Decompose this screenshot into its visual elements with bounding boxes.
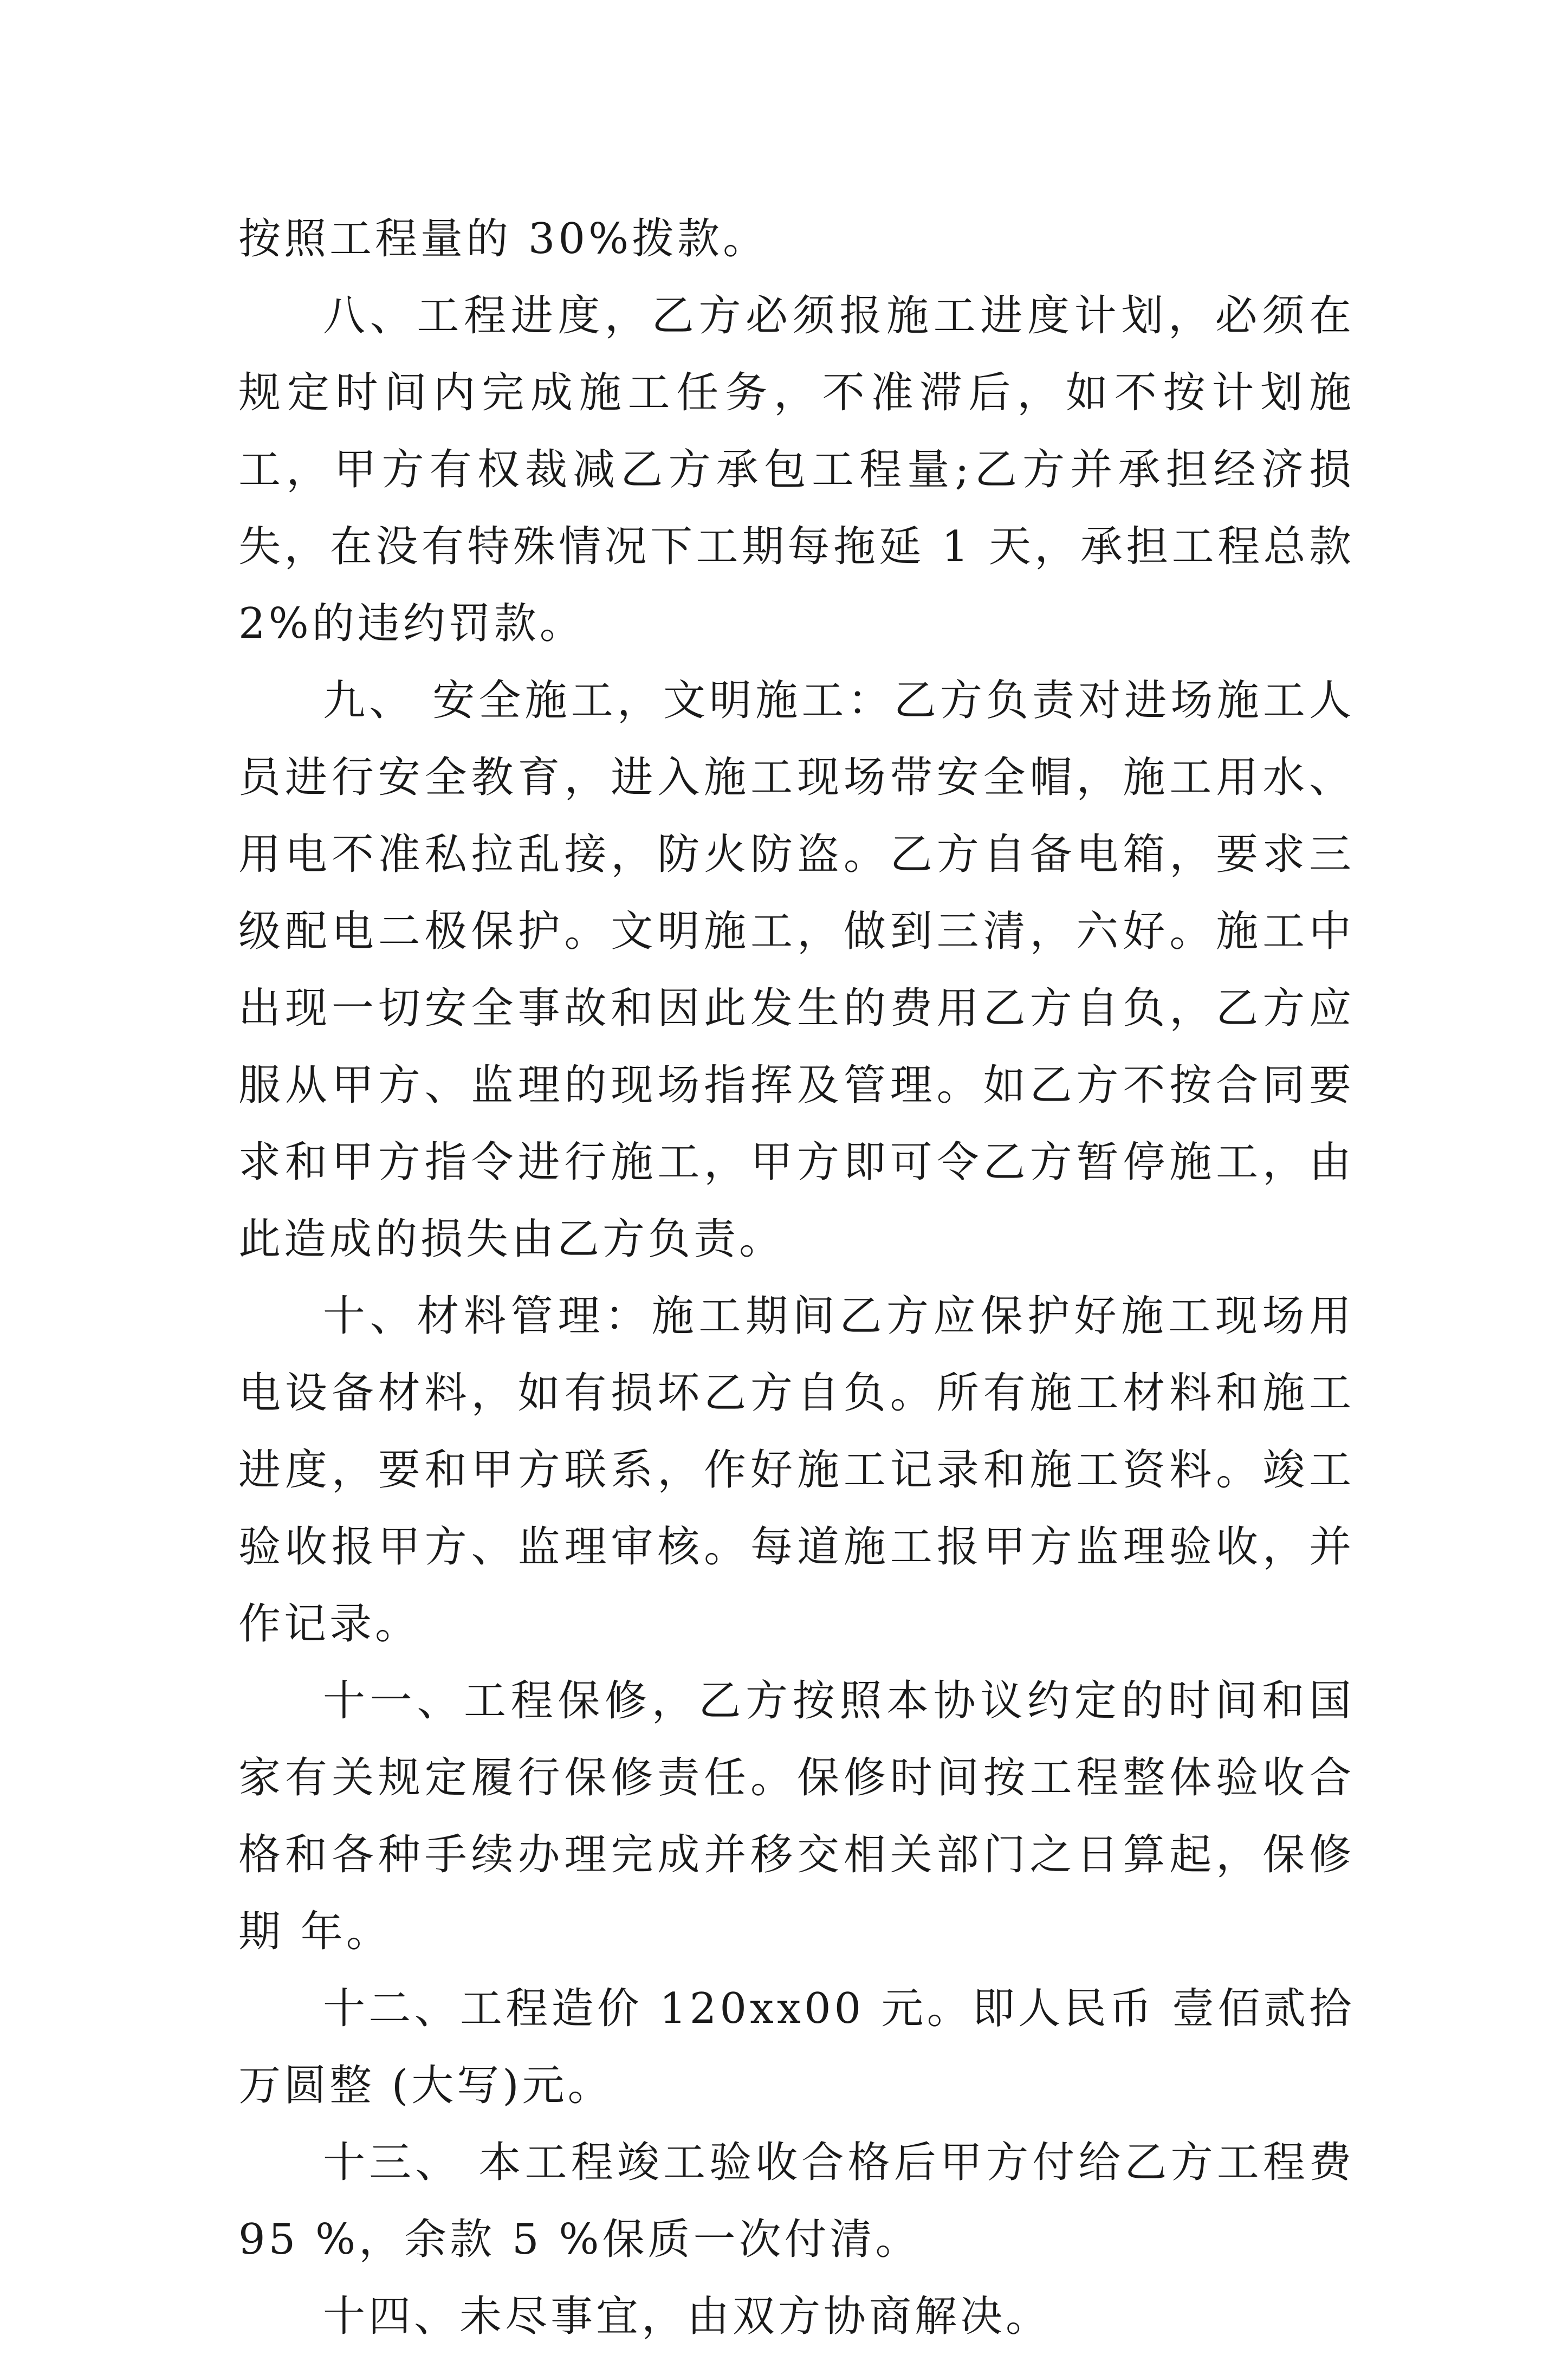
- paragraph-clause-12-price: 十二、工程造价 120xx00 元。即人民币 壹佰贰拾万圆整 (大写)元。: [238, 1984, 1355, 2110]
- paragraph-payment-continuation: 按照工程量的 30%拨款。: [238, 215, 769, 263]
- paragraph-clause-14-misc: 十四、未尽事宜，由双方协商解决。: [323, 2292, 1052, 2341]
- paragraph-clause-9-safety: 九、 安全施工，文明施工：乙方负责对进场施工人员进行安全教育，进入施工现场带安全帽，施工用水、用电不准私拉乱接，防火防盗。乙方自备电箱，要求三级配电二极保护。文明施工，做到三清，六好。施工中出现一切安全事故和因此发生的费用乙方自负，乙方应服从甲方、监理的现场指挥及管理。如乙方不按合同要求和甲方指令进行施工，甲方即可令乙方暂停施工，由此造成的损失由乙方负责。: [238, 676, 1355, 1264]
- document-body: [238, 200, 1371, 2355]
- paragraph-clause-11-warranty: 十一、工程保修，乙方按照本协议约定的时间和国家有关规定履行保修责任。保修时间按工程整体验收合格和各种手续办理完成并移交相关部门之日算起，保修期 年。: [238, 1677, 1355, 1956]
- paragraph-clause-8-schedule: 八、工程进度，乙方必须报施工进度计划，必须在规定时间内完成施工任务，不准滞后，如不按计划施工，甲方有权裁减乙方承包工程量;乙方并承担经济损失，在没有特殊情况下工期每拖延 1 天，承担工程总款 2%的违约罚款。: [238, 292, 1371, 648]
- paragraph-clause-10-materials: 十、材料管理：施工期间乙方应保护好施工现场用电设备材料，如有损坏乙方自负。所有施工材料和施工进度，要和甲方联系，作好施工记录和施工资料。竣工验收报甲方、监理审核。每道施工报甲方监理验收，并作记录。: [238, 1292, 1355, 1648]
- paragraph-clause-13-payment: 十三、 本工程竣工验收合格后甲方付给乙方工程费 95 %，余款 5 %保质一次付清。: [238, 2138, 1371, 2264]
